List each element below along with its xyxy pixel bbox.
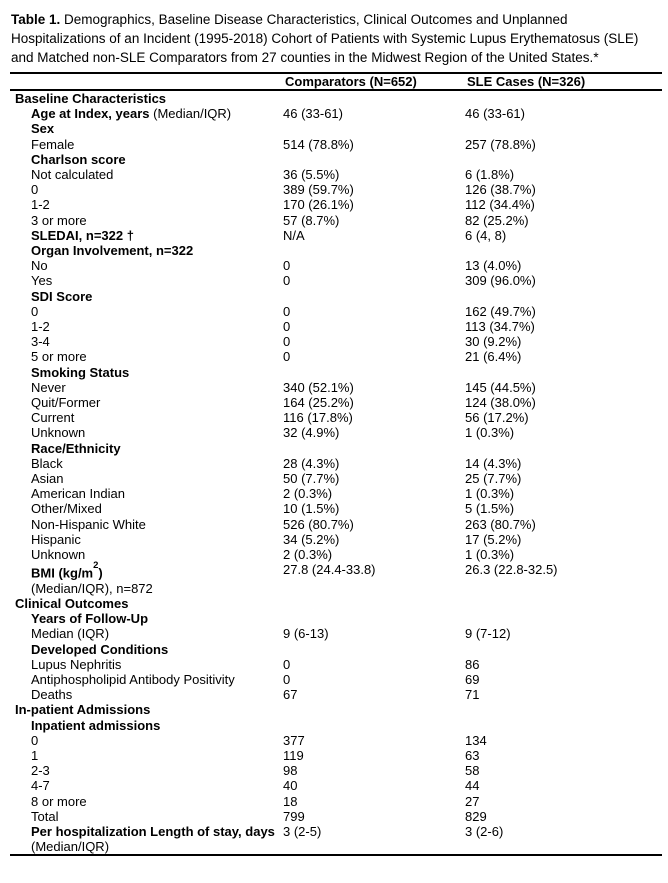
row-label: Unknown	[31, 547, 86, 563]
sle-cases-value: 6 (4, 8)	[465, 227, 507, 243]
comparators-value	[283, 441, 465, 456]
table-row	[10, 91, 662, 106]
table-body	[10, 91, 662, 854]
row-label: 3-4	[31, 334, 50, 350]
table-row	[10, 258, 662, 273]
row-label: Years of Follow-Up	[31, 611, 149, 627]
table-row	[10, 611, 662, 626]
table-row	[10, 167, 662, 182]
comparators-value: 2 (0.3%)	[283, 547, 333, 563]
sle-cases-value: 58	[465, 763, 480, 779]
sle-cases-value: 309 (96.0%)	[465, 273, 536, 289]
table-caption: Demographics, Baseline Disease Characteristics, Clinical Outcomes and Unplanned Hospitalizations of an Incident (1995-2018) Cohort of Patients with Systemic Lupus Erythematosus (SLE) and Matched non-SLE Comparators from 27 counties in the Midwest Region of the United States.*	[11, 12, 639, 65]
row-label: 4-7	[31, 778, 50, 794]
row-label: 8 or more	[31, 793, 87, 809]
row-label: 1-2	[31, 197, 50, 213]
table-row	[10, 778, 662, 793]
table-row	[10, 794, 662, 809]
comparators-value: 10 (1.5%)	[283, 501, 340, 517]
sle-cases-value	[465, 718, 662, 733]
table-row	[10, 562, 662, 596]
table-row	[10, 273, 662, 288]
comparators-value	[283, 611, 465, 626]
row-label: Deaths	[31, 687, 73, 703]
sle-cases-value: 46 (33-61)	[465, 106, 525, 122]
table-row	[10, 334, 662, 349]
table-row	[10, 672, 662, 687]
sle-cases-value	[465, 611, 662, 626]
comparators-value	[283, 702, 465, 717]
comparators-value: 0	[283, 303, 291, 319]
table-row	[10, 106, 662, 121]
comparators-value: 0	[283, 349, 291, 365]
comparators-value: 67	[283, 687, 298, 703]
comparators-value: 389 (59.7%)	[283, 182, 354, 198]
row-label: Unknown	[31, 425, 86, 441]
comparators-value: N/A	[283, 227, 305, 243]
row-label: Antiphospholipid Antibody Positivity	[31, 672, 235, 688]
row-label: 1-2	[31, 319, 50, 335]
row-label: 3 or more	[31, 212, 87, 228]
sle-cases-value: 263 (80.7%)	[465, 516, 536, 532]
table-row	[10, 425, 662, 440]
row-label: Per hospitalization Length of stay, days (Median/IQR)	[10, 824, 283, 854]
comparators-value: 40	[283, 778, 298, 794]
table-row	[10, 596, 662, 611]
sle-cases-value	[465, 441, 662, 456]
sle-cases-value: 1 (0.3%)	[465, 486, 515, 502]
table-row	[10, 626, 662, 641]
comparators-value	[283, 596, 465, 611]
sle-cases-value	[465, 152, 662, 167]
table-row	[10, 395, 662, 410]
row-label: Organ Involvement, n=322	[31, 243, 194, 259]
table-row	[10, 471, 662, 486]
comparators-value: 0	[283, 672, 291, 688]
table-header-row	[10, 74, 662, 91]
sle-cases-value: 162 (49.7%)	[465, 303, 536, 319]
table-row	[10, 121, 662, 136]
comparators-value: 50 (7.7%)	[283, 471, 340, 487]
table-row	[10, 486, 662, 501]
table-row	[10, 365, 662, 380]
comparators-value: 799	[283, 808, 305, 824]
sle-cases-value: 63	[465, 748, 480, 764]
table-row	[10, 152, 662, 167]
sle-cases-value: 145 (44.5%)	[465, 379, 536, 395]
comparators-value: 116 (17.8%)	[283, 410, 353, 426]
row-label: Hispanic	[31, 531, 81, 547]
sle-cases-value: 56 (17.2%)	[465, 410, 529, 426]
row-label: Age at Index, years (Median/IQR)	[31, 106, 232, 122]
sle-cases-value	[465, 596, 662, 611]
table-row	[10, 289, 662, 304]
row-label: Median (IQR)	[31, 626, 110, 642]
table-row	[10, 137, 662, 152]
table-row	[10, 687, 662, 702]
row-label: No	[31, 258, 48, 274]
sle-cases-value: 27	[465, 793, 480, 809]
sle-cases-value: 6 (1.8%)	[465, 167, 515, 183]
comparators-value: 98	[283, 763, 298, 779]
sle-cases-value: 13 (4.0%)	[465, 258, 522, 274]
sle-cases-value: 26.3 (22.8-32.5)	[465, 562, 558, 578]
row-label: Clinical Outcomes	[15, 596, 129, 612]
column-header-comparators: Comparators (N=652)	[285, 74, 417, 89]
sle-cases-value: 17 (5.2%)	[465, 531, 522, 547]
row-label: Yes	[31, 273, 53, 289]
row-label: SLEDAI, n=322 †	[31, 227, 134, 243]
sle-cases-value	[465, 121, 662, 136]
row-label: Smoking Status	[31, 364, 130, 380]
sle-cases-value: 9 (7-12)	[465, 626, 511, 642]
comparators-value: 164 (25.2%)	[283, 395, 354, 411]
row-label: 5 or more	[31, 349, 87, 365]
row-label: Not calculated	[31, 167, 114, 183]
sle-cases-value: 1 (0.3%)	[465, 547, 515, 563]
sle-cases-value: 5 (1.5%)	[465, 501, 515, 517]
row-label: Race/Ethnicity	[31, 440, 121, 456]
comparators-value: 340 (52.1%)	[283, 379, 354, 395]
comparators-value: 526 (80.7%)	[283, 516, 354, 532]
table-row	[10, 702, 662, 717]
table-row	[10, 441, 662, 456]
comparators-value: 514 (78.8%)	[283, 136, 354, 152]
sle-cases-value: 113 (34.7%)	[465, 319, 535, 335]
row-label: 0	[31, 182, 39, 198]
comparators-value: 0	[283, 319, 291, 335]
sle-cases-value	[465, 289, 662, 304]
sle-cases-value: 69	[465, 672, 480, 688]
comparators-value: 18	[283, 793, 298, 809]
comparators-value	[283, 642, 465, 657]
row-label: Sex	[31, 121, 55, 137]
sle-cases-value: 71	[465, 687, 480, 703]
row-label: Black	[31, 455, 63, 471]
sle-cases-value	[465, 365, 662, 380]
row-label: Charlson score	[31, 151, 126, 167]
table-title	[11, 10, 661, 67]
column-header-spacer	[10, 74, 283, 89]
comparators-value: 119	[283, 748, 304, 764]
comparators-value: 2 (0.3%)	[283, 486, 333, 502]
row-label: Developed Conditions	[31, 641, 169, 657]
sle-cases-value: 3 (2-6)	[465, 824, 504, 840]
comparators-value	[283, 365, 465, 380]
sle-cases-value: 124 (38.0%)	[465, 395, 536, 411]
comparators-value: 0	[283, 273, 291, 289]
sle-cases-value: 21 (6.4%)	[465, 349, 522, 365]
row-label: Other/Mixed	[31, 501, 102, 517]
row-label: Quit/Former	[31, 395, 101, 411]
sle-cases-value: 134	[465, 732, 487, 748]
comparators-value: 32 (4.9%)	[283, 425, 340, 441]
superscript: 2	[93, 560, 99, 572]
table-row	[10, 304, 662, 319]
comparators-value: 377	[283, 732, 305, 748]
table-row	[10, 243, 662, 258]
sle-cases-value	[465, 91, 662, 106]
row-label: 1	[31, 748, 39, 764]
row-label-subline: (Median/IQR)	[31, 839, 110, 855]
sle-cases-value: 86	[465, 656, 480, 672]
row-label: Inpatient admissions	[31, 717, 161, 733]
sle-cases-value	[465, 243, 662, 258]
row-label: American Indian	[31, 486, 125, 502]
comparators-value: 36 (5.5%)	[283, 167, 340, 183]
table-row	[10, 763, 662, 778]
table-row	[10, 642, 662, 657]
sle-cases-value: 25 (7.7%)	[465, 471, 522, 487]
table-row	[10, 213, 662, 228]
row-label: In-patient Admissions	[15, 702, 151, 718]
sle-cases-value: 30 (9.2%)	[465, 334, 522, 350]
table-row	[10, 349, 662, 364]
comparators-value: 46 (33-61)	[283, 106, 343, 122]
row-label: Total	[31, 808, 59, 824]
column-header-sle-cases: SLE Cases (N=326)	[467, 74, 586, 89]
comparators-value	[283, 121, 465, 136]
table-row	[10, 824, 662, 854]
row-label: Baseline Characteristics	[15, 91, 167, 106]
comparators-value	[283, 243, 465, 258]
comparators-value	[283, 152, 465, 167]
sle-cases-value: 82 (25.2%)	[465, 212, 529, 228]
sle-cases-value: 257 (78.8%)	[465, 136, 536, 152]
comparators-value: 170 (26.1%)	[283, 197, 354, 213]
table-row	[10, 228, 662, 243]
comparators-value: 27.8 (24.4-33.8)	[283, 562, 376, 578]
sle-cases-value	[465, 642, 662, 657]
table-row	[10, 547, 662, 562]
table-row	[10, 809, 662, 824]
row-label: 0	[31, 303, 39, 319]
table-row	[10, 718, 662, 733]
comparators-value: 0	[283, 258, 291, 274]
row-label: 2-3	[31, 763, 50, 779]
table-row	[10, 456, 662, 471]
row-label: Female	[31, 136, 75, 152]
comparators-value	[283, 91, 465, 106]
row-label: Current	[31, 410, 75, 426]
table-row	[10, 532, 662, 547]
row-label: Lupus Nephritis	[31, 656, 122, 672]
comparators-value: 0	[283, 334, 291, 350]
table-row	[10, 748, 662, 763]
sle-cases-value: 112 (34.4%)	[465, 197, 535, 213]
table-row	[10, 733, 662, 748]
comparators-value: 3 (2-5)	[283, 824, 322, 840]
table-row	[10, 501, 662, 516]
table-row	[10, 380, 662, 395]
row-label: 0	[31, 732, 39, 748]
sle-cases-value: 1 (0.3%)	[465, 425, 515, 441]
row-label: Non-Hispanic White	[31, 516, 146, 532]
row-label: Asian	[31, 471, 64, 487]
table-row	[10, 182, 662, 197]
comparators-value	[283, 718, 465, 733]
table-row	[10, 517, 662, 532]
comparators-value	[283, 289, 465, 304]
table-number: Table 1.	[11, 12, 61, 27]
sle-cases-value: 44	[465, 778, 480, 794]
sle-cases-value: 126 (38.7%)	[465, 182, 536, 198]
row-label: BMI $(kg/m^2)$ (Median/IQR), n=872	[10, 562, 283, 596]
table-row	[10, 319, 662, 334]
sle-cases-value: 829	[465, 808, 487, 824]
table-row	[10, 657, 662, 672]
sle-cases-value	[465, 702, 662, 717]
comparators-value: 28 (4.3%)	[283, 455, 340, 471]
comparators-value: 0	[283, 656, 291, 672]
table-row	[10, 197, 662, 212]
row-label: SDI Score	[31, 288, 93, 304]
demographics-table	[10, 72, 662, 856]
comparators-value: 57 (8.7%)	[283, 212, 340, 228]
row-label-subline: (Median/IQR), n=872	[31, 580, 153, 596]
comparators-value: 34 (5.2%)	[283, 531, 340, 547]
table-row	[10, 410, 662, 425]
row-label: Never	[31, 379, 66, 395]
comparators-value: 9 (6-13)	[283, 626, 329, 642]
sle-cases-value: 14 (4.3%)	[465, 455, 522, 471]
